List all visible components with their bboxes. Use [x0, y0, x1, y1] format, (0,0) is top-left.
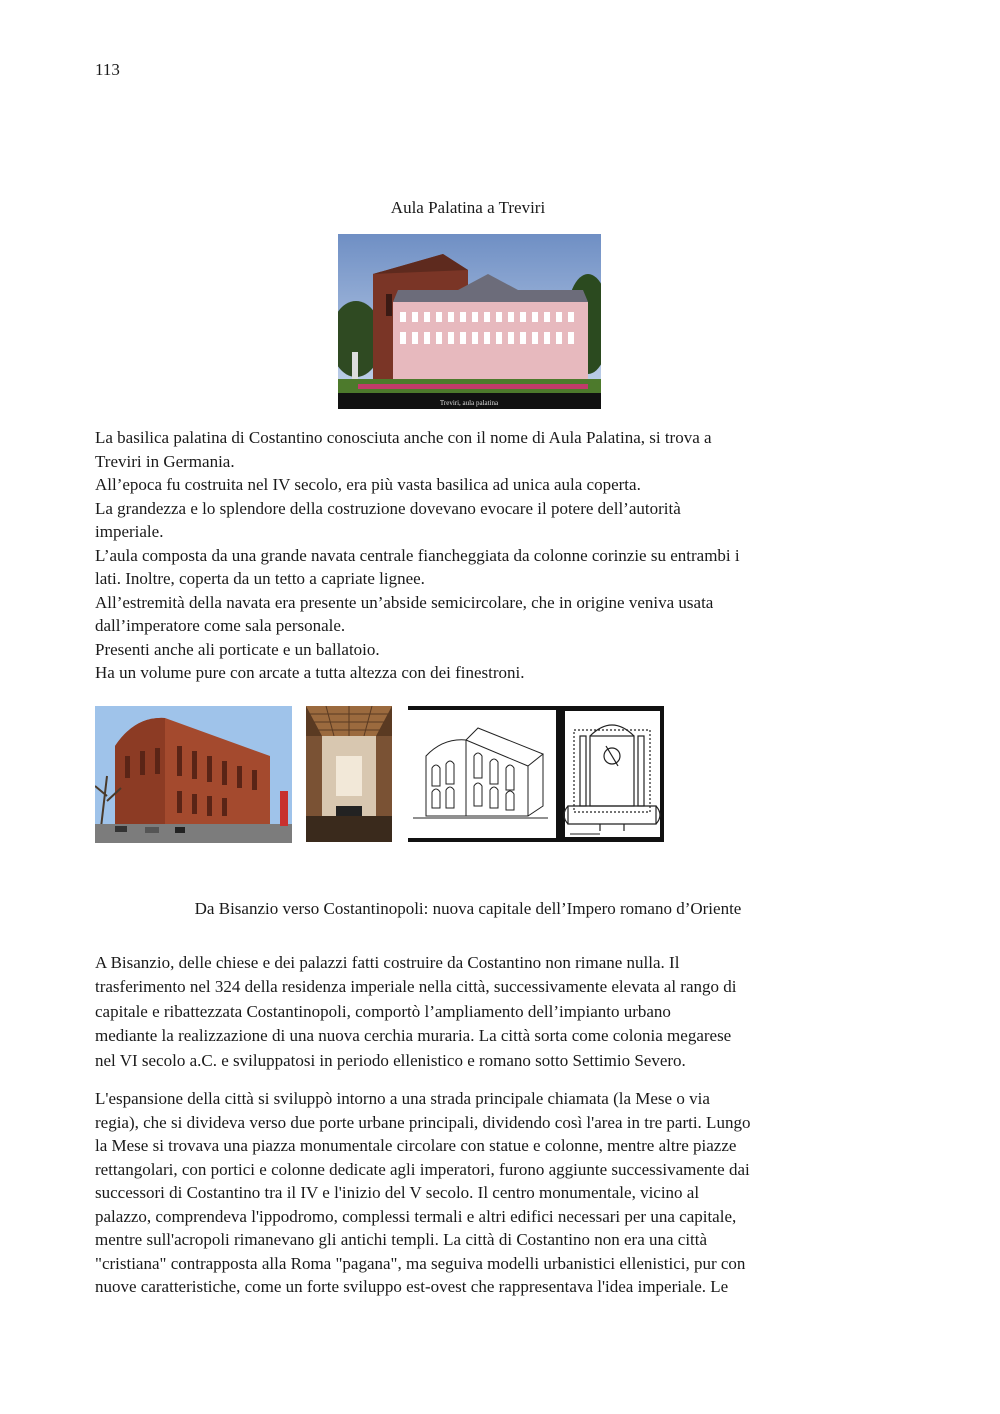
basilica-floor-plan — [560, 706, 664, 842]
bisanzio-paragraph-2 — [95, 1087, 855, 1299]
section-title-bisanzio: Da Bisanzio verso Costantinopoli: nuova capitale dell’Impero romano d’Oriente — [194, 899, 742, 918]
text-line: La grandezza e lo splendore della costruzione dovevano evocare il potere dell’autorità — [95, 498, 681, 518]
basilica-axonometric-drawing — [408, 706, 560, 842]
page-number: 113 — [95, 60, 120, 79]
text-line: Treviri in Germania. — [95, 451, 235, 471]
basilica-interior-photo — [306, 706, 392, 842]
text-line: lati. Inoltre, coperta da un tetto a capriate lignee. — [95, 569, 425, 588]
basilica-exterior-photo — [95, 706, 292, 843]
text-line: L'espansione della città si sviluppò intorno a una strada principale chiamata (la Mese o via — [95, 1089, 710, 1108]
text-line: imperiale. — [95, 522, 164, 541]
aula-palatina-photo — [338, 234, 601, 409]
text-line: nel VI secolo a.C. e sviluppatosi in periodo ellenistico e romano sotto Settimio Severo. — [95, 1050, 686, 1070]
aula-palatina-description — [95, 426, 855, 685]
text-line: mentre sull'acropoli rimanevano gli antichi templi. La città di Costantino non era una città — [95, 1230, 708, 1249]
text-line: rettangolari, con portici e colonne dedicate agli imperatori, furono aggiunte successivamente dai — [95, 1159, 750, 1179]
text-line: L’aula composta da una grande navata centrale fiancheggiata da colonne corinzie su entrambi i — [95, 545, 740, 565]
text-line: All’estremità della navata era presente un’abside semicircolare, che in origine veniva usata — [95, 592, 714, 612]
text-line: La basilica palatina di Costantino conosciuta anche con il nome di Aula Palatina, si trova a — [95, 428, 712, 447]
text-line: "cristiana" contrapposta alla Roma "pagana", ma seguiva modelli urbanistici ellenistici, pur con — [95, 1253, 746, 1273]
text-line: dall’imperatore come sala personale. — [95, 616, 346, 635]
text-line: trasferimento nel 324 della residenza imperiale nella città, successivamente elevata al rango di — [95, 977, 737, 997]
text-line: la Mese si trovava una piazza monumentale circolare con statue e colonne, mentre altre piazze — [95, 1136, 737, 1155]
bisanzio-paragraph-1 — [95, 951, 855, 1073]
text-line: palazzo, comprendeva l'ippodromo, complessi termali e altri edifici necessari per una capitale, — [95, 1206, 737, 1226]
section-title-aula-palatina: Aula Palatina a Treviri — [390, 198, 546, 217]
text-line: All’epoca fu costruita nel IV secolo, era più vasta basilica ad unica aula coperta. — [95, 475, 641, 494]
text-line: capitale e ribattezzata Costantinopoli, comportò l’ampliamento dell’impianto urbano — [95, 1001, 671, 1021]
photo-caption: Treviri, aula palatina — [439, 399, 499, 407]
text-line: regia), che si divideva verso due porte urbane principali, dividendo così l'area in tre parti. Lungo — [95, 1112, 751, 1132]
text-line: successori di Costantino tra il IV e l'inizio del V secolo. Il centro monumentale, vicino al — [95, 1183, 700, 1202]
text-line: nuove caratteristiche, come un forte sviluppo est-ovest che rappresentava l'idea imperiale. Le — [95, 1277, 729, 1296]
text-line: Ha un volume pure con arcate a tutta altezza con dei finestroni. — [95, 663, 525, 682]
text-line: mediante la realizzazione di una nuova cerchia muraria. La città sorta come colonia megarese — [95, 1026, 732, 1046]
text-line: A Bisanzio, delle chiese e dei palazzi fatti costruire da Costantino non rimane nulla. Il — [95, 953, 680, 972]
text-line: Presenti anche ali porticate e un ballatoio. — [95, 639, 380, 659]
